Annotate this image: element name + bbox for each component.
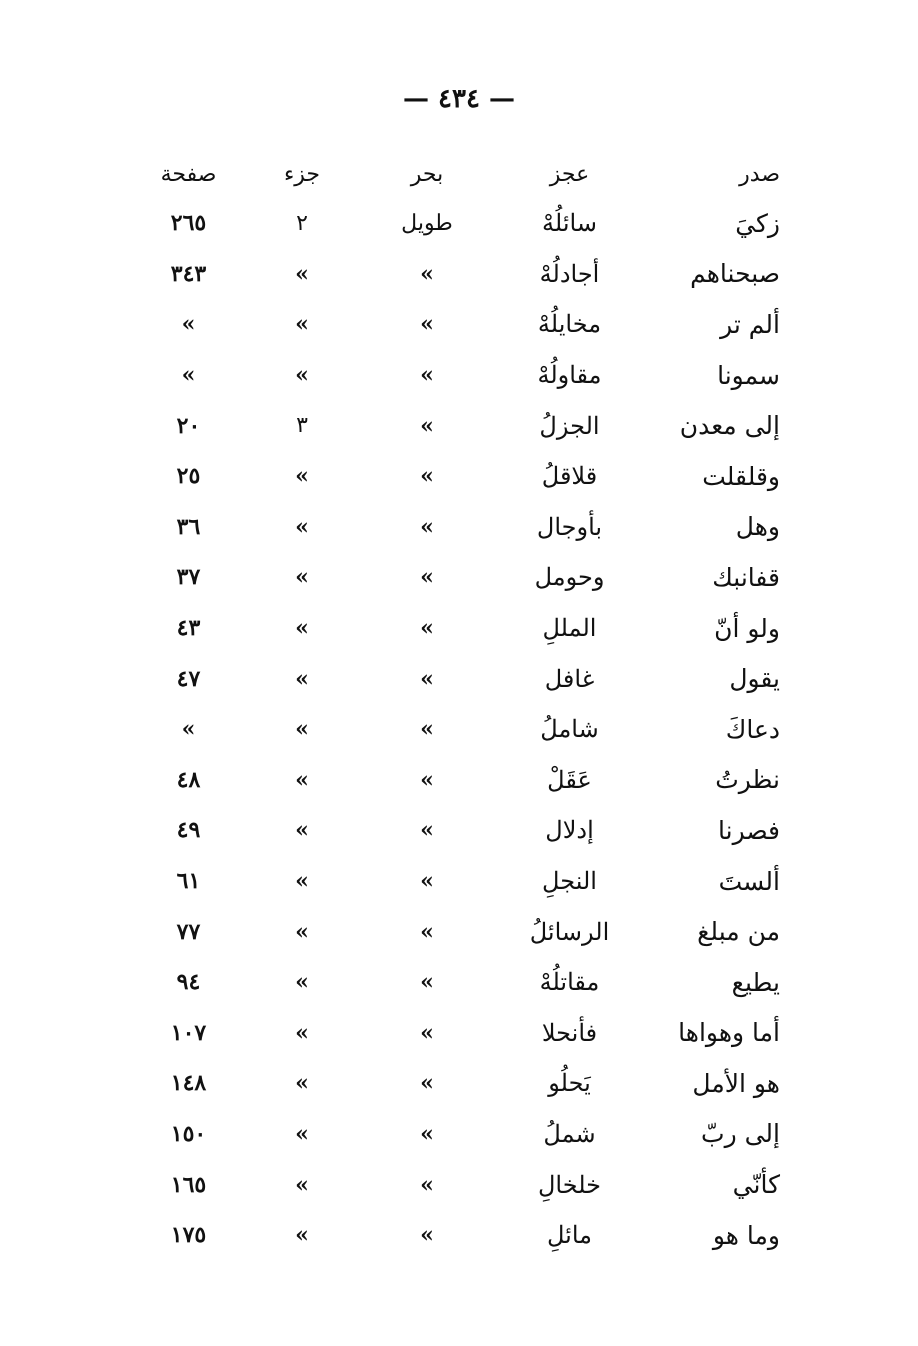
cell-bahr: » xyxy=(420,766,434,793)
cell-sadr: أما وهواها xyxy=(678,1018,780,1048)
cell-juz: » xyxy=(295,1019,309,1046)
cell-juz: » xyxy=(295,1120,309,1147)
cell-bahr: » xyxy=(420,1070,434,1097)
cell-ajuz: خلخالِ xyxy=(537,1170,602,1199)
cell-sadr: كأنّي xyxy=(732,1170,780,1200)
cell-bahr: » xyxy=(420,311,434,338)
cell-sadr: يطيع xyxy=(731,967,780,997)
table-row xyxy=(140,451,780,502)
header-page: صفحة xyxy=(160,161,217,187)
cell-bahr: » xyxy=(420,817,434,844)
table-row xyxy=(140,1159,780,1210)
cell-page: ٤٣ xyxy=(176,615,201,642)
cell-page: ٢٠ xyxy=(176,412,201,439)
table-row xyxy=(140,755,780,806)
cell-page: ٣٧ xyxy=(176,564,201,591)
cell-bahr: » xyxy=(420,1120,434,1147)
cell-ajuz: شملُ xyxy=(543,1119,596,1148)
cell-sadr: فصرنا xyxy=(718,815,780,845)
cell-sadr: هو الأمل xyxy=(692,1068,780,1098)
cell-juz: » xyxy=(295,1171,309,1198)
table-row xyxy=(140,603,780,654)
verse-index-table xyxy=(140,150,780,1260)
cell-bahr: » xyxy=(420,463,434,490)
cell-juz: » xyxy=(295,1070,309,1097)
cell-juz: » xyxy=(295,260,309,287)
cell-ajuz: المللِ xyxy=(542,614,597,643)
cell-bahr: » xyxy=(420,1171,434,1198)
table-header-row xyxy=(140,150,780,198)
cell-page: ٣٤٣ xyxy=(170,260,207,287)
cell-ajuz: الجزلُ xyxy=(539,411,600,440)
table-row xyxy=(140,957,780,1008)
cell-juz: » xyxy=(295,463,309,490)
cell-ajuz: غافل xyxy=(544,664,595,693)
header-sadr: صدر xyxy=(739,161,780,187)
cell-bahr: » xyxy=(420,362,434,389)
cell-sadr: صبحناهم xyxy=(690,259,780,289)
cell-page: ٤٩ xyxy=(176,817,201,844)
cell-bahr: » xyxy=(420,969,434,996)
cell-sadr: وهل xyxy=(735,512,780,542)
cell-page: ٤٨ xyxy=(176,766,201,793)
page-number: — ٤٣٤ — xyxy=(402,84,516,114)
cell-sadr: يقول xyxy=(729,664,780,694)
cell-bahr: » xyxy=(420,412,434,439)
cell-ajuz: الرسائلُ xyxy=(529,917,610,946)
cell-sadr: إلى معدن xyxy=(679,411,780,441)
cell-juz: » xyxy=(295,615,309,642)
cell-juz: » xyxy=(295,311,309,338)
table-row xyxy=(140,1109,780,1160)
table-row xyxy=(140,400,780,451)
table-row xyxy=(140,856,780,907)
cell-juz: » xyxy=(295,362,309,389)
table-row xyxy=(140,805,780,856)
cell-juz: » xyxy=(295,766,309,793)
cell-juz: » xyxy=(295,564,309,591)
cell-bahr: » xyxy=(420,1222,434,1249)
cell-juz: » xyxy=(295,716,309,743)
cell-bahr: » xyxy=(420,918,434,945)
cell-page: » xyxy=(181,311,196,338)
cell-juz: » xyxy=(295,918,309,945)
cell-bahr: » xyxy=(420,868,434,895)
cell-ajuz: يَحلُو xyxy=(548,1069,591,1098)
table-row xyxy=(140,1058,780,1109)
table-row xyxy=(140,1210,780,1261)
cell-bahr: » xyxy=(420,716,434,743)
table-row xyxy=(140,350,780,401)
cell-bahr: » xyxy=(420,665,434,692)
cell-juz: » xyxy=(295,817,309,844)
cell-sadr: زكيَ xyxy=(735,208,780,238)
cell-juz: ٢ xyxy=(296,210,308,236)
cell-juz: » xyxy=(295,969,309,996)
cell-bahr: » xyxy=(420,260,434,287)
cell-sadr: إلى ربّ xyxy=(701,1119,780,1149)
cell-page: ١٦٥ xyxy=(170,1171,207,1198)
table-row xyxy=(140,704,780,755)
cell-sadr: ولو أنّ xyxy=(714,613,780,643)
cell-juz: » xyxy=(295,1222,309,1249)
cell-page: ٢٦٥ xyxy=(170,210,207,237)
cell-sadr: سمونا xyxy=(717,360,780,390)
cell-ajuz: عَقَلْ xyxy=(547,765,592,794)
table-row xyxy=(140,198,780,249)
table-row xyxy=(140,552,780,603)
cell-ajuz: وحومل xyxy=(534,563,605,592)
cell-page: ٧٧ xyxy=(176,918,201,945)
header-juz: جزء xyxy=(283,161,321,187)
cell-page: ٩٤ xyxy=(176,969,201,996)
table-row xyxy=(140,502,780,553)
table-row xyxy=(140,653,780,704)
cell-sadr: ألم تر xyxy=(720,309,780,339)
cell-page: ٦١ xyxy=(176,868,201,895)
table-row xyxy=(140,299,780,350)
cell-page: ٢٥ xyxy=(176,463,201,490)
cell-sadr: دعاكَ xyxy=(725,714,780,744)
cell-bahr: » xyxy=(420,513,434,540)
table-row xyxy=(140,249,780,300)
cell-sadr: وقلقلت xyxy=(702,461,780,491)
cell-page: ٣٦ xyxy=(176,513,201,540)
cell-ajuz: سائلُهْ xyxy=(542,209,597,238)
cell-page: ١٠٧ xyxy=(170,1019,207,1046)
cell-ajuz: شاملُ xyxy=(540,715,599,744)
header-bahr: بحر xyxy=(410,161,444,187)
cell-ajuz: إدلال xyxy=(545,816,594,845)
cell-sadr: وما هو xyxy=(712,1220,780,1250)
cell-sadr: ألستَ xyxy=(718,866,780,896)
cell-page: » xyxy=(181,362,196,389)
table-body xyxy=(140,198,780,1260)
cell-juz: » xyxy=(295,665,309,692)
cell-ajuz: بأوجال xyxy=(536,512,603,541)
header-ajuz: عجز xyxy=(549,161,590,187)
cell-page: ١٤٨ xyxy=(170,1070,207,1097)
cell-page: » xyxy=(181,716,196,743)
cell-page: ١٧٥ xyxy=(170,1222,207,1249)
cell-ajuz: النجلِ xyxy=(542,867,597,896)
cell-ajuz: مقاولُهْ xyxy=(537,361,602,390)
cell-bahr: » xyxy=(420,615,434,642)
cell-ajuz: مقاتلُهْ xyxy=(539,968,600,997)
cell-bahr: » xyxy=(420,564,434,591)
cell-juz: » xyxy=(295,868,309,895)
cell-bahr: » xyxy=(420,1019,434,1046)
cell-bahr: طويل xyxy=(401,210,453,236)
cell-juz: ٣ xyxy=(296,413,308,439)
cell-page: ٤٧ xyxy=(176,665,201,692)
table-row xyxy=(140,1008,780,1059)
cell-ajuz: مخايلُهْ xyxy=(537,310,602,339)
cell-sadr: قفانبك xyxy=(712,562,780,592)
cell-page: ١٥٠ xyxy=(170,1120,207,1147)
cell-sadr: من مبلغ xyxy=(697,917,780,947)
table-row xyxy=(140,906,780,957)
cell-juz: » xyxy=(295,513,309,540)
cell-sadr: نظرتُ xyxy=(715,765,780,795)
cell-ajuz: قلاقلُ xyxy=(541,462,598,491)
cell-ajuz: أجادلُهْ xyxy=(539,259,600,288)
cell-ajuz: مائلِ xyxy=(546,1221,593,1250)
cell-ajuz: فأنحلا xyxy=(541,1018,598,1047)
